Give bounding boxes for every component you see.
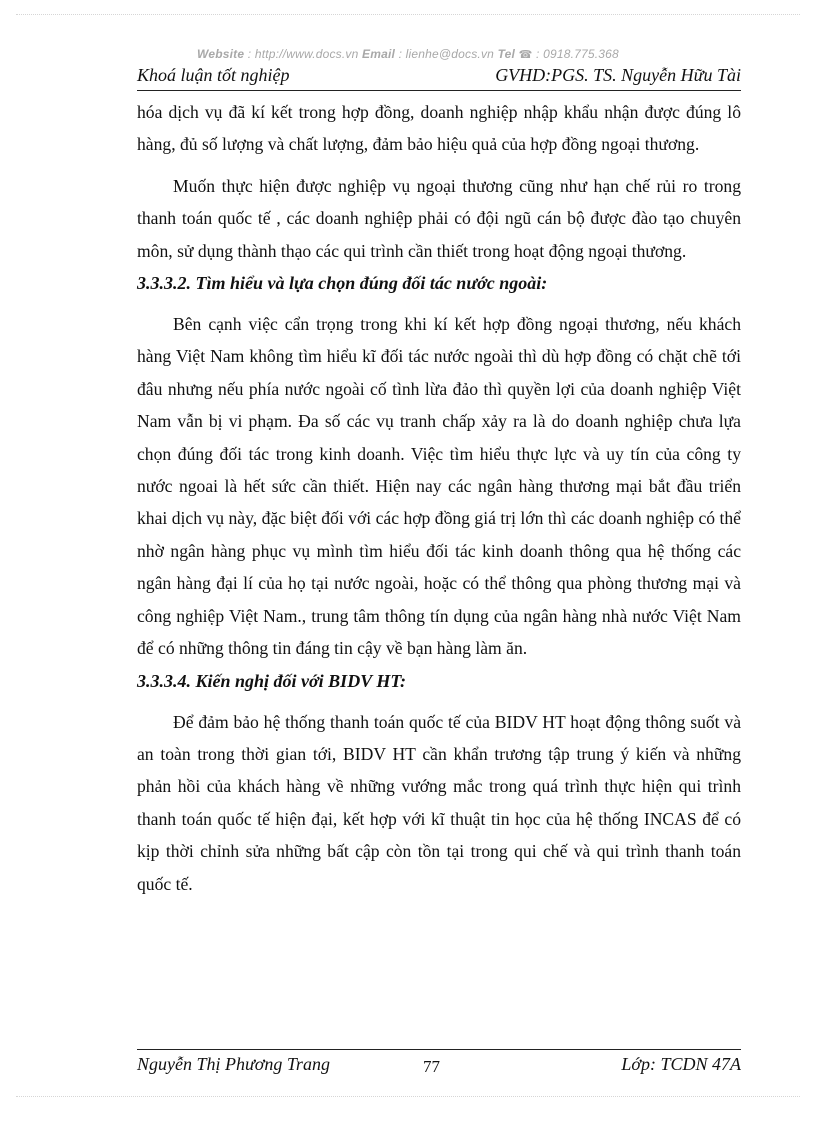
paragraph-3: Bên cạnh việc cẩn trọng trong khi kí kết hợp đồng ngoại thương, nếu khách hàng Việt Nam không tìm hiểu kĩ đối tác nước ngoài thì dù hợp đồng có chặt chẽ tới đâu nhưng nếu phía nước ngoài cố tình lừa đảo thì quyền lợi của doanh nghiệp Việt Nam vẫn bị vi phạm. Đa số các vụ tranh chấp xảy ra là do doanh nghiệp chưa lựa chọn đúng đối tác trong kinh doanh. Việc tìm hiểu thực lực và uy tín của công ty nước ngoai là hết sức cần thiết. Hiện nay các ngân hàng thương mại bắt đầu triển khai dịch vụ này, đặc biệt đối với các hợp đồng giá trị lớn thì các doanh nghiệp có thể nhờ ngân hàng phục vụ mình tìm hiểu đối tác kinh doanh thông qua hệ thống các ngân hàng đại lí của họ tại nước ngoài, hoặc có thể thông qua phòng thương mại và công nghiệp Việt Nam., trung tâm thông tín dụng của ngân hàng nhà nước Việt Nam để có những thông tin đáng tin cậy về bạn hàng làm ăn. [137,314,741,659]
email-label: Email [362,47,396,61]
page-footer [137,1054,741,1078]
thesis-title: Khoá luận tốt nghiệp [137,65,290,85]
page-body [137,96,741,900]
top-dotted-border [16,14,800,15]
section-heading-3-3-3-2: 3.3.3.2. Tìm hiểu và lựa chọn đúng đối tác nước ngoài: [137,273,548,294]
paragraph-4: Để đảm bảo hệ thống thanh toán quốc tế của BIDV HT hoạt động thông suốt và an toàn trong thời gian tới, BIDV HT cần khẩn trương tập trung ý kiến và những phản hồi của khách hàng về những vướng mắc trong quá trình thực hiện qui trình thanh toán quốc tế hiện đại, kết hợp với kĩ thuật tin học của hệ thống INCAS để có kịp thời chỉnh sửa những bất cập còn tồn tại trong qui chế và qui trình thanh toán quốc tế. [137,711,741,894]
header-divider [137,90,741,91]
page-header [137,65,741,87]
tel-number: : 0918.775.368 [532,47,619,61]
class-label: Lớp: TCDN 47A [621,1054,741,1074]
website-bar [0,47,816,61]
bottom-dotted-border [16,1096,800,1097]
email-address[interactable]: : lienhe@docs.vn [395,47,498,61]
author-name: Nguyễn Thị Phương Trang [137,1054,330,1074]
paragraph-2: Muốn thực hiện được nghiệp vụ ngoại thương cũng như hạn chế rủi ro trong thanh toán quốc tế , các doanh nghiệp phải có đội ngũ cán bộ được đào tạo chuyên môn, sử dụng thành thạo các qui trình cần thiết trong hoạt động ngoại thương. [137,175,741,261]
section-heading-3-3-3-4: 3.3.3.4. Kiến nghị đối với BIDV HT: [137,670,407,691]
paragraph-1: hóa dịch vụ đã kí kết trong hợp đồng, doanh nghiệp nhập khẩu nhận được đúng lô hàng, đủ số lượng và chất lượng, đảm bảo hiệu quả của hợp đồng ngoại thương. [137,102,741,155]
page-number: 77 [423,1057,440,1076]
phone-icon: ☎ [518,49,533,61]
footer-divider [137,1049,741,1050]
supervisor: GVHD:PGS. TS. Nguyễn Hữu Tài [495,65,741,85]
tel-label: Tel [497,47,516,61]
website-url[interactable]: : http://www.docs.vn [244,47,363,61]
website-label: Website [197,47,245,61]
